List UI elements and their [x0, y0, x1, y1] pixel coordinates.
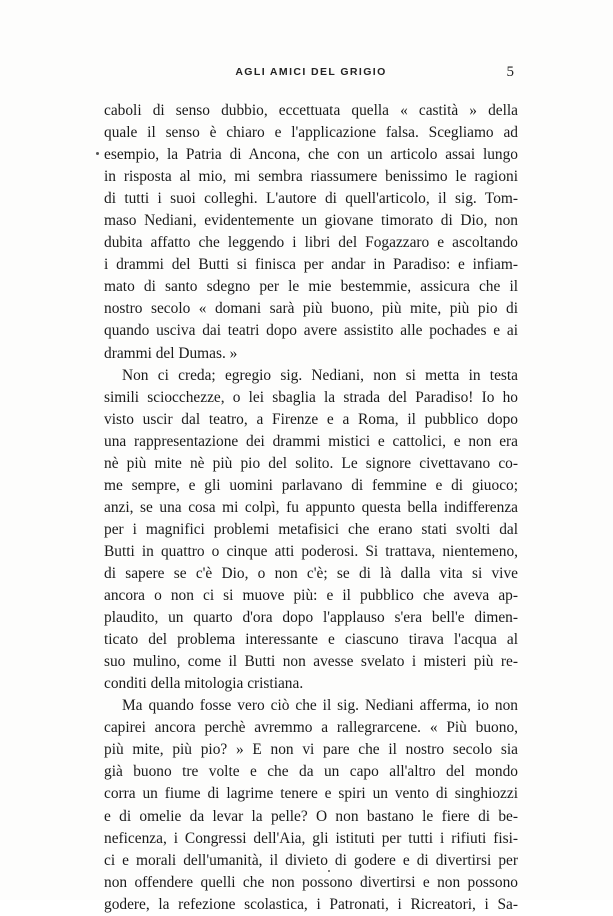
text-line: per i magnifici problemi metafisici che erano stati svolti dal	[104, 520, 518, 538]
text-line: Butti in quattro o cinque atti poderosi. Si trattava, nientemeno,	[104, 542, 518, 560]
text-line: me sempre, e gli uomini parlavano di femmine e di giuoco;	[104, 476, 518, 494]
text-line: esempio, la Patria di Ancona, che con un articolo assai lungo	[104, 146, 518, 164]
body-text	[104, 100, 518, 916]
text-line: neficenza, i Congressi dell'Aia, gli istituti per tutti i rifiuti fisi-	[104, 829, 518, 847]
text-line: caboli di senso dubbio, eccettuata quella « castità » della	[104, 102, 518, 119]
text-line: drammi del Dumas. »	[104, 344, 238, 362]
text-line: e di omelie da levar la pelle? O non bastano le fiere di be-	[104, 807, 518, 825]
running-title: AGLI AMICI DEL GRIGIO	[235, 66, 387, 78]
text-line: maso Nediani, evidentemente un giovane timorato di Dio, non	[104, 212, 518, 230]
text-line: dubita affatto che leggendo i libri del Fogazzaro e ascoltando	[104, 234, 518, 252]
text-line: non offendere quelli che non possono divertirsi e non possono	[104, 873, 518, 891]
text-line: plaudito, un quarto d'ora dopo l'applauso s'era bell'e dimen-	[104, 609, 518, 627]
text-line: simili sciocchezze, o lei sbaglia la strada del Paradiso! Io ho	[104, 388, 518, 406]
text-line: anzi, se una cosa mi colpì, fu appunto questa bella indifferenza	[104, 498, 518, 516]
text-line: Non ci creda; egregio sig. Nediani, non si metta in testa	[122, 366, 518, 384]
print-speck	[328, 870, 330, 872]
text-line: di sapere se c'è Dio, o non c'è; se di là dalla vita si vive	[104, 564, 518, 582]
text-line: visto uscir dal teatro, a Firenze e a Roma, il pubblico dopo	[104, 410, 518, 428]
text-line: godere, la refezione scolastica, i Patronati, i Ricreatori, i Sa-	[104, 895, 518, 913]
text-line: quale il senso è chiaro e l'applicazione falsa. Scegliamo ad	[104, 124, 518, 142]
running-head	[104, 66, 518, 84]
text-line: nostro secolo « domani sarà più buono, più mite, più pio di	[104, 300, 518, 318]
print-speck	[96, 152, 99, 155]
text-line: i drammi del Butti si finisca per andar in Paradiso: e infiam-	[104, 256, 518, 274]
text-line: suo mulino, come il Butti non avesse svelato i misteri più re-	[104, 653, 518, 671]
text-line: più mite, più pio? » E non vi pare che il nostro secolo sia	[104, 741, 518, 759]
text-line: di tutti i suoi colleghi. L'autore di quell'articolo, il sig. Tom-	[104, 190, 518, 208]
page-number: 5	[506, 64, 514, 80]
text-line: nè più mite nè più pio del solito. Le signore civettavano co-	[104, 454, 518, 472]
text-line: in risposta al mio, mi sembra riassumere benissimo le ragioni	[104, 168, 518, 186]
text-line: ancora o non ci si muove più: e il pubblico che aveva ap-	[104, 587, 518, 605]
text-line: ci e morali dell'umanità, il divieto di godere e di divertirsi per	[104, 851, 518, 869]
text-line: capirei ancora perchè avremmo a rallegrarcene. « Più buono,	[104, 719, 518, 737]
text-line: una rappresentazione dei drammi mistici e cattolici, e non era	[104, 432, 518, 450]
text-line: mato di santo sdegno per le mie bestemmie, assicura che il	[104, 278, 518, 296]
text-line: quando usciva dai teatri dopo avere assistito alle pochades e ai	[104, 322, 518, 340]
text-line: ticato del problema interessante e ciascuno tirava l'acqua al	[104, 631, 518, 649]
text-line: già buono tre volte e che da un capo all'altro del mondo	[104, 763, 518, 781]
text-line: conditi della mitologia cristiana.	[104, 675, 304, 693]
text-line: corra un fiume di lagrime tenere e spiri un vento di singhiozzi	[104, 785, 518, 803]
text-line: Ma quando fosse vero ciò che il sig. Nediani afferma, io non	[122, 697, 518, 715]
